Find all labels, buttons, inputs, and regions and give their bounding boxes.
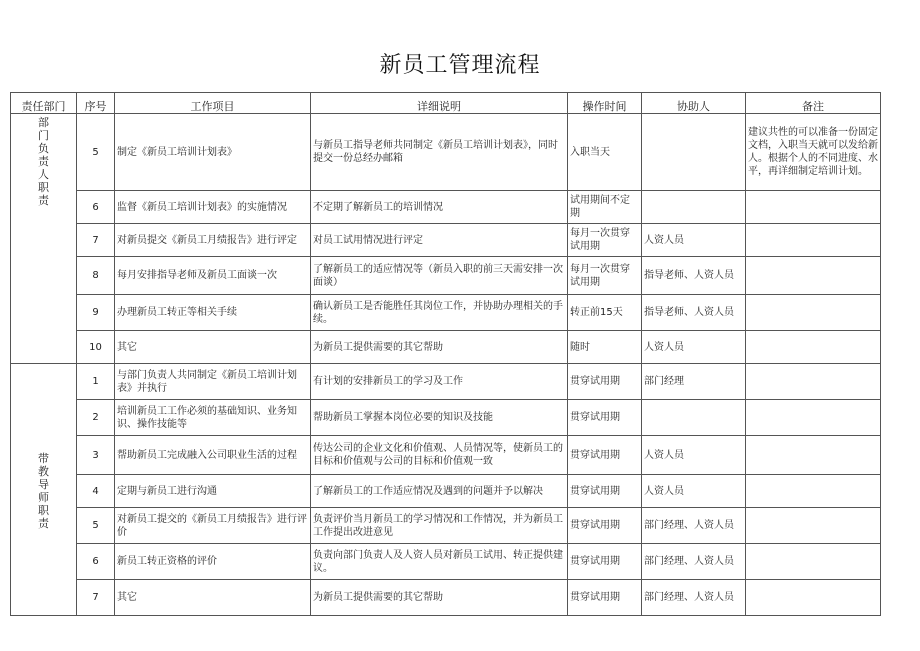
- row-note: [746, 544, 881, 580]
- row-item: 其它: [115, 331, 311, 364]
- row-detail: 不定期了解新员工的培训情况: [311, 191, 568, 224]
- row-time: 试用期间不定期: [568, 191, 642, 224]
- row-item: 监督《新员工培训计划表》的实施情况: [115, 191, 311, 224]
- table-row: [11, 436, 881, 475]
- row-number: 5: [77, 114, 115, 191]
- row-helper: [642, 191, 746, 224]
- row-helper: [642, 114, 746, 191]
- row-item: 办理新员工转正等相关手续: [115, 295, 311, 331]
- row-note: [746, 475, 881, 508]
- row-number: 1: [77, 364, 115, 400]
- header-detail: 详细说明: [311, 93, 568, 114]
- row-number: 3: [77, 436, 115, 475]
- row-time: 转正前15天: [568, 295, 642, 331]
- row-time: 入职当天: [568, 114, 642, 191]
- row-time: 贯穿试用期: [568, 364, 642, 400]
- row-number: 6: [77, 544, 115, 580]
- row-time: 贯穿试用期: [568, 475, 642, 508]
- row-detail: 负责向部门负责人及人资人员对新员工试用、转正提供建议。: [311, 544, 568, 580]
- section-dept-label: 部门负责人职责: [38, 116, 49, 207]
- row-item: 其它: [115, 580, 311, 616]
- row-note: [746, 400, 881, 436]
- row-time: 随时: [568, 331, 642, 364]
- row-note: [746, 436, 881, 475]
- row-helper: 人资人员: [642, 331, 746, 364]
- row-number: 9: [77, 295, 115, 331]
- header-no: 序号: [77, 93, 115, 114]
- row-number: 10: [77, 331, 115, 364]
- header-helper: 协助人: [642, 93, 746, 114]
- table-row: [11, 295, 881, 331]
- row-helper: 人资人员: [642, 475, 746, 508]
- row-detail: 了解新员工的工作适应情况及遇到的问题并予以解决: [311, 475, 568, 508]
- row-time: 贯穿试用期: [568, 436, 642, 475]
- header-dept: 责任部门: [11, 93, 77, 114]
- row-note: 建议共性的可以准备一份固定文档，入职当天就可以发给新人。根据个人的不同进度、水平，再详细制定培训计划。: [746, 114, 881, 191]
- row-note: [746, 580, 881, 616]
- row-helper: 部门经理、人资人员: [642, 544, 746, 580]
- table-row: [11, 508, 881, 544]
- row-item: 与部门负责人共同制定《新员工培训计划表》并执行: [115, 364, 311, 400]
- row-detail: 有计划的安排新员工的学习及工作: [311, 364, 568, 400]
- row-note: [746, 331, 881, 364]
- header-item: 工作项目: [115, 93, 311, 114]
- section-dept: [11, 364, 77, 616]
- row-note: [746, 295, 881, 331]
- row-detail: 传达公司的企业文化和价值观、人员情况等，使新员工的目标和价值观与公司的目标和价值观一致: [311, 436, 568, 475]
- header-time: 操作时间: [568, 93, 642, 114]
- row-item: 制定《新员工培训计划表》: [115, 114, 311, 191]
- row-item: 帮助新员工完成融入公司职业生活的过程: [115, 436, 311, 475]
- row-time: 每月一次贯穿试用期: [568, 257, 642, 295]
- row-note: [746, 508, 881, 544]
- table-row: [11, 400, 881, 436]
- row-item: 对新员提交《新员工月绩报告》进行评定: [115, 224, 311, 257]
- table-row: [11, 544, 881, 580]
- page-title: 新员工管理流程: [379, 53, 541, 78]
- table-row: [11, 224, 881, 257]
- row-helper: 部门经理、人资人员: [642, 580, 746, 616]
- row-helper: 指导老师、人资人员: [642, 257, 746, 295]
- process-table: [10, 92, 881, 616]
- table-row: [11, 114, 881, 191]
- table-row: [11, 257, 881, 295]
- row-number: 6: [77, 191, 115, 224]
- section-dept: [11, 114, 77, 364]
- row-detail: 与新员工指导老师共同制定《新员工培训计划表》，同时提交一份总经办邮箱: [311, 114, 568, 191]
- row-number: 2: [77, 400, 115, 436]
- row-helper: 部门经理、人资人员: [642, 508, 746, 544]
- row-detail: 帮助新员工掌握本岗位必要的知识及技能: [311, 400, 568, 436]
- row-number: 7: [77, 224, 115, 257]
- table-row: [11, 331, 881, 364]
- row-number: 4: [77, 475, 115, 508]
- row-time: 贯穿试用期: [568, 544, 642, 580]
- row-note: [746, 191, 881, 224]
- row-helper: [642, 400, 746, 436]
- header-row: [11, 93, 881, 114]
- row-item: 培训新员工工作必须的基础知识、业务知识、操作技能等: [115, 400, 311, 436]
- row-note: [746, 257, 881, 295]
- row-item: 新员工转正资格的评价: [115, 544, 311, 580]
- row-helper: 部门经理: [642, 364, 746, 400]
- header-note: 备注: [746, 93, 881, 114]
- row-number: 7: [77, 580, 115, 616]
- row-detail: 负责评价当月新员工的学习情况和工作情况，并为新员工工作提出改进意见: [311, 508, 568, 544]
- row-item: 每月安排指导老师及新员工面谈一次: [115, 257, 311, 295]
- section-dept-label: 带教导师职责: [38, 451, 49, 530]
- row-time: 贯穿试用期: [568, 508, 642, 544]
- row-item: 定期与新员工进行沟通: [115, 475, 311, 508]
- row-detail: 确认新员工是否能胜任其岗位工作，并协助办理相关的手续。: [311, 295, 568, 331]
- row-detail: 对员工试用情况进行评定: [311, 224, 568, 257]
- table-row: [11, 475, 881, 508]
- row-detail: 为新员工提供需要的其它帮助: [311, 331, 568, 364]
- row-note: [746, 224, 881, 257]
- table-row: [11, 364, 881, 400]
- row-detail: 了解新员工的适应情况等（新员入职的前三天需安排一次面谈）: [311, 257, 568, 295]
- row-helper: 指导老师、人资人员: [642, 295, 746, 331]
- row-detail: 为新员工提供需要的其它帮助: [311, 580, 568, 616]
- row-note: [746, 364, 881, 400]
- table-row: [11, 191, 881, 224]
- row-helper: 人资人员: [642, 436, 746, 475]
- row-item: 对新员工提交的《新员工月绩报告》进行评价: [115, 508, 311, 544]
- row-time: 每月一次贯穿试用期: [568, 224, 642, 257]
- row-number: 8: [77, 257, 115, 295]
- table-row: [11, 580, 881, 616]
- row-helper: 人资人员: [642, 224, 746, 257]
- row-number: 5: [77, 508, 115, 544]
- row-time: 贯穿试用期: [568, 580, 642, 616]
- row-time: 贯穿试用期: [568, 400, 642, 436]
